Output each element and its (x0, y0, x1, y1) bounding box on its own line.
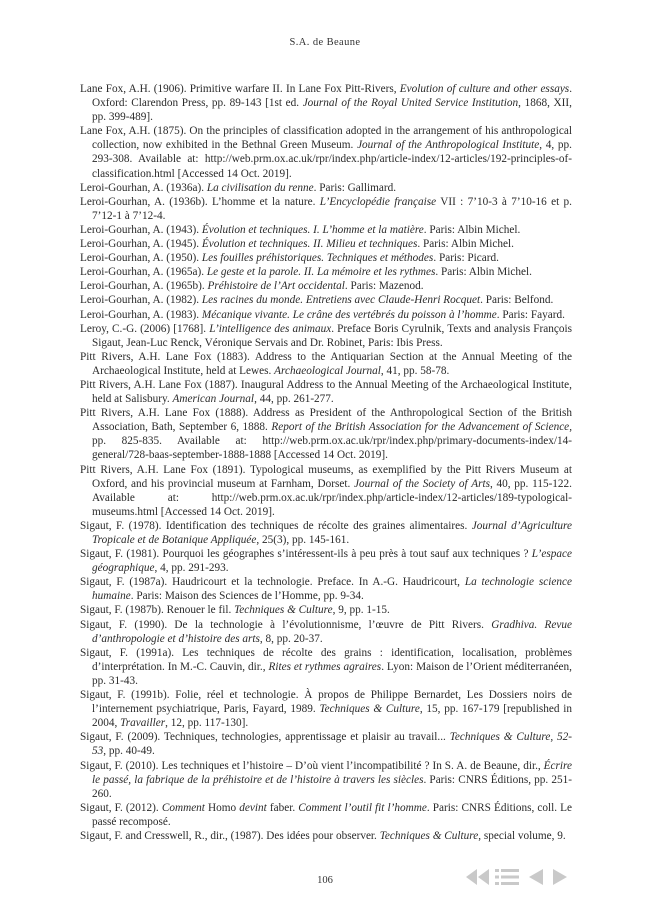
reference-text: . Paris: Picard. (433, 252, 499, 265)
reference-italic-text: Report of the British Association for the Advancement of Science (271, 421, 570, 434)
reference-entry (80, 251, 572, 265)
reference-text: Leroi-Gourhan, A. (1982). (80, 294, 202, 307)
reference-text: , 4, pp. 293-308. Available at: http://web.prm.ox.ac.uk/rpr/index.php/article-index/12-articles/192-principles-of-classification.html [Accessed 14 Oct. 2019]. (92, 139, 572, 180)
reference-text: Sigaut, F. (1978). Identification des techniques de récolte des graines alimentaires. (80, 519, 472, 532)
reference-text: Leroi-Gourhan, A. (1965b). (80, 280, 208, 293)
reference-text: Sigaut, F. (1991a). Les techniques de récolte des grains : identification, localisation, problèmes d’interprétation. In M.-C. Cauvin, dir., (80, 646, 572, 673)
double-left-arrow-icon[interactable] (463, 866, 491, 888)
reference-entry (80, 265, 572, 279)
page-navigation (463, 866, 573, 888)
running-header (0, 37, 650, 48)
reference-text: . Paris: Albin Michel. (417, 238, 514, 251)
page-number: 106 (317, 875, 333, 886)
reference-entry (80, 463, 572, 519)
reference-text: . Paris: Fayard. (496, 308, 565, 321)
reference-entry (80, 829, 572, 843)
reference-text: . Paris: Mazenod. (344, 280, 424, 293)
reference-italic-text: Travailler (120, 717, 166, 730)
reference-entry (80, 82, 572, 124)
reference-text: Homo (204, 801, 240, 814)
reference-text: . Paris: Gallimard. (313, 181, 397, 194)
reference-text: Sigaut, F. (1987b). Renouer le fil. (80, 604, 235, 617)
reference-list (80, 82, 572, 843)
reference-entry (80, 759, 572, 801)
header-author: S.A. de Beaune (289, 37, 361, 48)
reference-italic-text: Journal of the Society of Arts (354, 477, 490, 490)
reference-text: Sigaut, F. (2012). (80, 801, 162, 814)
reference-text: Leroi-Gourhan, A. (1950). (80, 252, 202, 265)
reference-text: Leroi-Gourhan, A. (1983). (80, 308, 202, 321)
reference-italic-text: Comment (161, 801, 205, 814)
reference-entry (80, 547, 572, 575)
reference-text: Pitt Rivers, A.H. Lane Fox (1887). Inaugural Address to the Annual Meeting of the Archaeological Institute, held at Salisbury. (80, 378, 572, 406)
reference-text: , 9, pp. 1-15. (332, 604, 390, 617)
reference-entry (80, 575, 572, 603)
reference-text: , 12, pp. 117-130]. (165, 717, 249, 730)
reference-italic-text: Techniques & Culture (234, 604, 333, 617)
reference-entry (80, 603, 572, 617)
reference-italic-text: L’intelligence des animaux (209, 322, 332, 335)
reference-entry (80, 730, 572, 758)
reference-text: . Paris: Albin Michel. (423, 223, 521, 236)
reference-text: . Paris: CNRS Éditions, pp. 251-260. (92, 773, 572, 800)
reference-text: . Preface Boris Cyrulnik, Texts and analysis François Sigaut, Jean-Luc Renck, Véronique Servais and Dr. Robinet, Paris: Ibis Press. (92, 322, 572, 349)
reference-italic-text: Évolution et techniques. II. Milieu et techniques (201, 238, 418, 251)
reference-entry (80, 195, 572, 223)
reference-entry (80, 350, 572, 378)
reference-italic-text: Les racines du monde. Entretiens avec Claude-Henri Rocquet (201, 294, 481, 307)
reference-text: Sigaut, F. (2010). Les techniques et l’histoire – D’où vient l’incompatibilité ? In S. A. de Beaune, dir., (80, 759, 544, 772)
reference-entry (80, 279, 572, 293)
reference-italic-text: Le geste et la parole. II. La mémoire et les rythmes (206, 266, 436, 279)
reference-italic-text: Journal of the Anthropological Institute (357, 139, 540, 152)
reference-italic-text: devint (239, 801, 267, 814)
reference-text: , 40, pp. 115-122. Available at: http://web.prm.ox.ac.uk/rpr/index.php/article-index/12-articles/189-typological-museums.html [Accessed 14 Oct. 2019]. (92, 477, 572, 518)
reference-text: Sigaut, F. (1990). De la technologie à l’évolutionnisme, l’œuvre de Pitt Rivers. (80, 618, 492, 631)
reference-text: , special volume, 9. (478, 829, 566, 842)
reference-text: faber. (266, 801, 299, 814)
reference-italic-text: American Journal (172, 393, 255, 406)
reference-text: Leroy, C.-G. (2006) [1768]. (80, 322, 210, 335)
list-icon[interactable] (494, 866, 520, 888)
reference-text: Leroi-Gourhan, A. (1936b). L’homme et la nature. (80, 195, 320, 208)
reference-entry (80, 406, 572, 462)
reference-italic-text: Techniques & Culture (319, 703, 420, 716)
reference-text: . Paris: Belfond. (480, 294, 554, 307)
reference-italic-text: Rites et rythmes agraires (268, 660, 382, 673)
reference-text: , 15, pp. 167-179 [republished in 2004, (92, 703, 573, 730)
reference-italic-text: Préhistoire de l’Art occidental (207, 280, 345, 293)
reference-entry (80, 618, 572, 646)
reference-entry (80, 308, 572, 322)
reference-italic-text: Archaeological Journal (274, 364, 381, 377)
reference-text: Lane Fox, A.H. (1875). On the principles of classification adopted in the arrangement of his anthropological collection, now exhibited in the Bethnal Green Museum. (80, 125, 572, 152)
reference-text: Sigaut, F. (1987a). Haudricourt et la technologie. Preface. In A.-G. Haudricourt, (80, 576, 465, 589)
reference-text: , pp. 40-49. (103, 745, 155, 758)
reference-text: . Lyon: Maison de l’Orient méditerranéen, pp. 31-43. (92, 660, 572, 687)
left-triangle-icon[interactable] (525, 866, 545, 888)
reference-text: , pp. 825-835. Available at: http://web.prm.ox.ac.uk/rpr/index.php/primary-documents-index/14-general/728-baas-september-1888-1888 [Accessed 14 Oct. 2019]. (92, 421, 572, 462)
reference-entry (80, 124, 572, 180)
reference-text: Pitt Rivers, A.H. Lane Fox (1883). Address to the Antiquarian Section at the Annual Meeting of the Archaeological Institute, held at Lewes. (80, 350, 572, 377)
reference-text: Leroi-Gourhan, A. (1936a). (80, 181, 207, 194)
reference-italic-text: Écrire le passé, la fabrique de la préhistoire et de l’histoire à travers les siècles (92, 759, 572, 786)
reference-entry (80, 688, 572, 730)
reference-italic-text: Techniques & Culture, 52-53 (92, 731, 572, 758)
reference-entry (80, 801, 572, 829)
reference-text: Sigaut, F. (2009). Techniques, technologies, apprentissage et plaisir au travail... (80, 731, 450, 744)
reference-entry (80, 223, 572, 237)
reference-text: Lane Fox, A.H. (1906). Primitive warfare II. In Lane Fox Pitt-Rivers, (80, 83, 400, 95)
reference-italic-text: Évolution et techniques. I. L’homme et la matière (201, 223, 424, 236)
reference-entry (80, 237, 572, 251)
reference-text: , 4, pp. 291-293. (154, 562, 229, 575)
reference-text: . Paris: CNRS Éditions, coll. Le passé recomposé. (92, 801, 573, 828)
reference-text: Sigaut, F. (1981). Pourquoi les géographes s’intéressent-ils à peu près à tout sauf aux techniques ? (80, 548, 532, 561)
reference-italic-text: Journal d’Agriculture Tropicale et de Botanique Appliquée (92, 519, 572, 546)
reference-entry (80, 646, 572, 688)
reference-text: Sigaut, F. (1991b). Folie, réel et technologie. À propos de Philippe Bernardet, Les Dossiers noirs de l’internement psychiatrique, Paris, Fayard, 1989. (80, 689, 572, 716)
reference-italic-text: La civilisation du renne (206, 181, 314, 194)
reference-italic-text: L’espace géographique (92, 548, 572, 575)
reference-entry (80, 293, 572, 307)
reference-entry (80, 519, 572, 547)
reference-text: , 8, pp. 20-37. (259, 632, 323, 645)
reference-italic-text: Mécanique vivante. Le crâne des vertébrés du poisson à l’homme (201, 308, 497, 321)
reference-italic-text: Gradhiva. Revue d’anthropologie et d’histoire des arts (92, 618, 572, 645)
right-triangle-icon[interactable] (551, 866, 571, 888)
reference-text: Pitt Rivers, A.H. Lane Fox (1891). Typological museums, as exemplified by the Pitt Rivers Museum at Oxford, and his provincial museum at Farnham, Dorset. (80, 463, 572, 490)
reference-text: Sigaut, F. and Cresswell, R., dir., (1987). Des idées pour observer. (80, 829, 380, 842)
reference-entry (80, 322, 572, 350)
reference-italic-text: L’Encyclopédie française (319, 195, 437, 208)
reference-entry (80, 181, 572, 195)
reference-italic-text: Journal of the Royal United Service Institution (302, 97, 519, 110)
reference-text: Pitt Rivers, A.H. Lane Fox (1888). Address as President of the Anthropological Section of the British Association, Bath, September 6, 1888. (80, 407, 572, 434)
reference-text: VII : 7’10-3 à 7’10-16 et p. 7’12-1 à 7’12-4. (92, 195, 572, 222)
reference-entry (80, 378, 572, 406)
reference-italic-text: La technologie science humaine (92, 576, 572, 603)
reference-text: , 25(3), pp. 145-161. (256, 534, 350, 546)
reference-text: Leroi-Gourhan, A. (1965a). (80, 266, 207, 279)
reference-text: , 41, pp. 58-78. (380, 364, 450, 377)
reference-text: . Paris: Albin Michel. (435, 266, 532, 279)
reference-text: Leroi-Gourhan, A. (1943). (80, 223, 202, 236)
reference-text: . Paris: Maison des Sciences de l’Homme, pp. 9-34. (130, 590, 364, 603)
reference-italic-text: Les fouilles préhistoriques. Techniques et méthodes (201, 252, 434, 265)
reference-text: , 1868, XII, pp. 399-489]. (92, 97, 572, 124)
reference-text: Leroi-Gourhan, A. (1945). (80, 238, 202, 251)
reference-text: , 44, pp. 261-277. (254, 393, 334, 406)
reference-italic-text: Techniques & Culture (379, 829, 479, 842)
reference-italic-text: Comment l’outil fit l’homme (298, 801, 427, 814)
reference-text: . Oxford: Clarendon Press, pp. 89-143 [1st ed. (92, 83, 573, 110)
reference-italic-text: Evolution of culture and other essays (399, 83, 570, 95)
